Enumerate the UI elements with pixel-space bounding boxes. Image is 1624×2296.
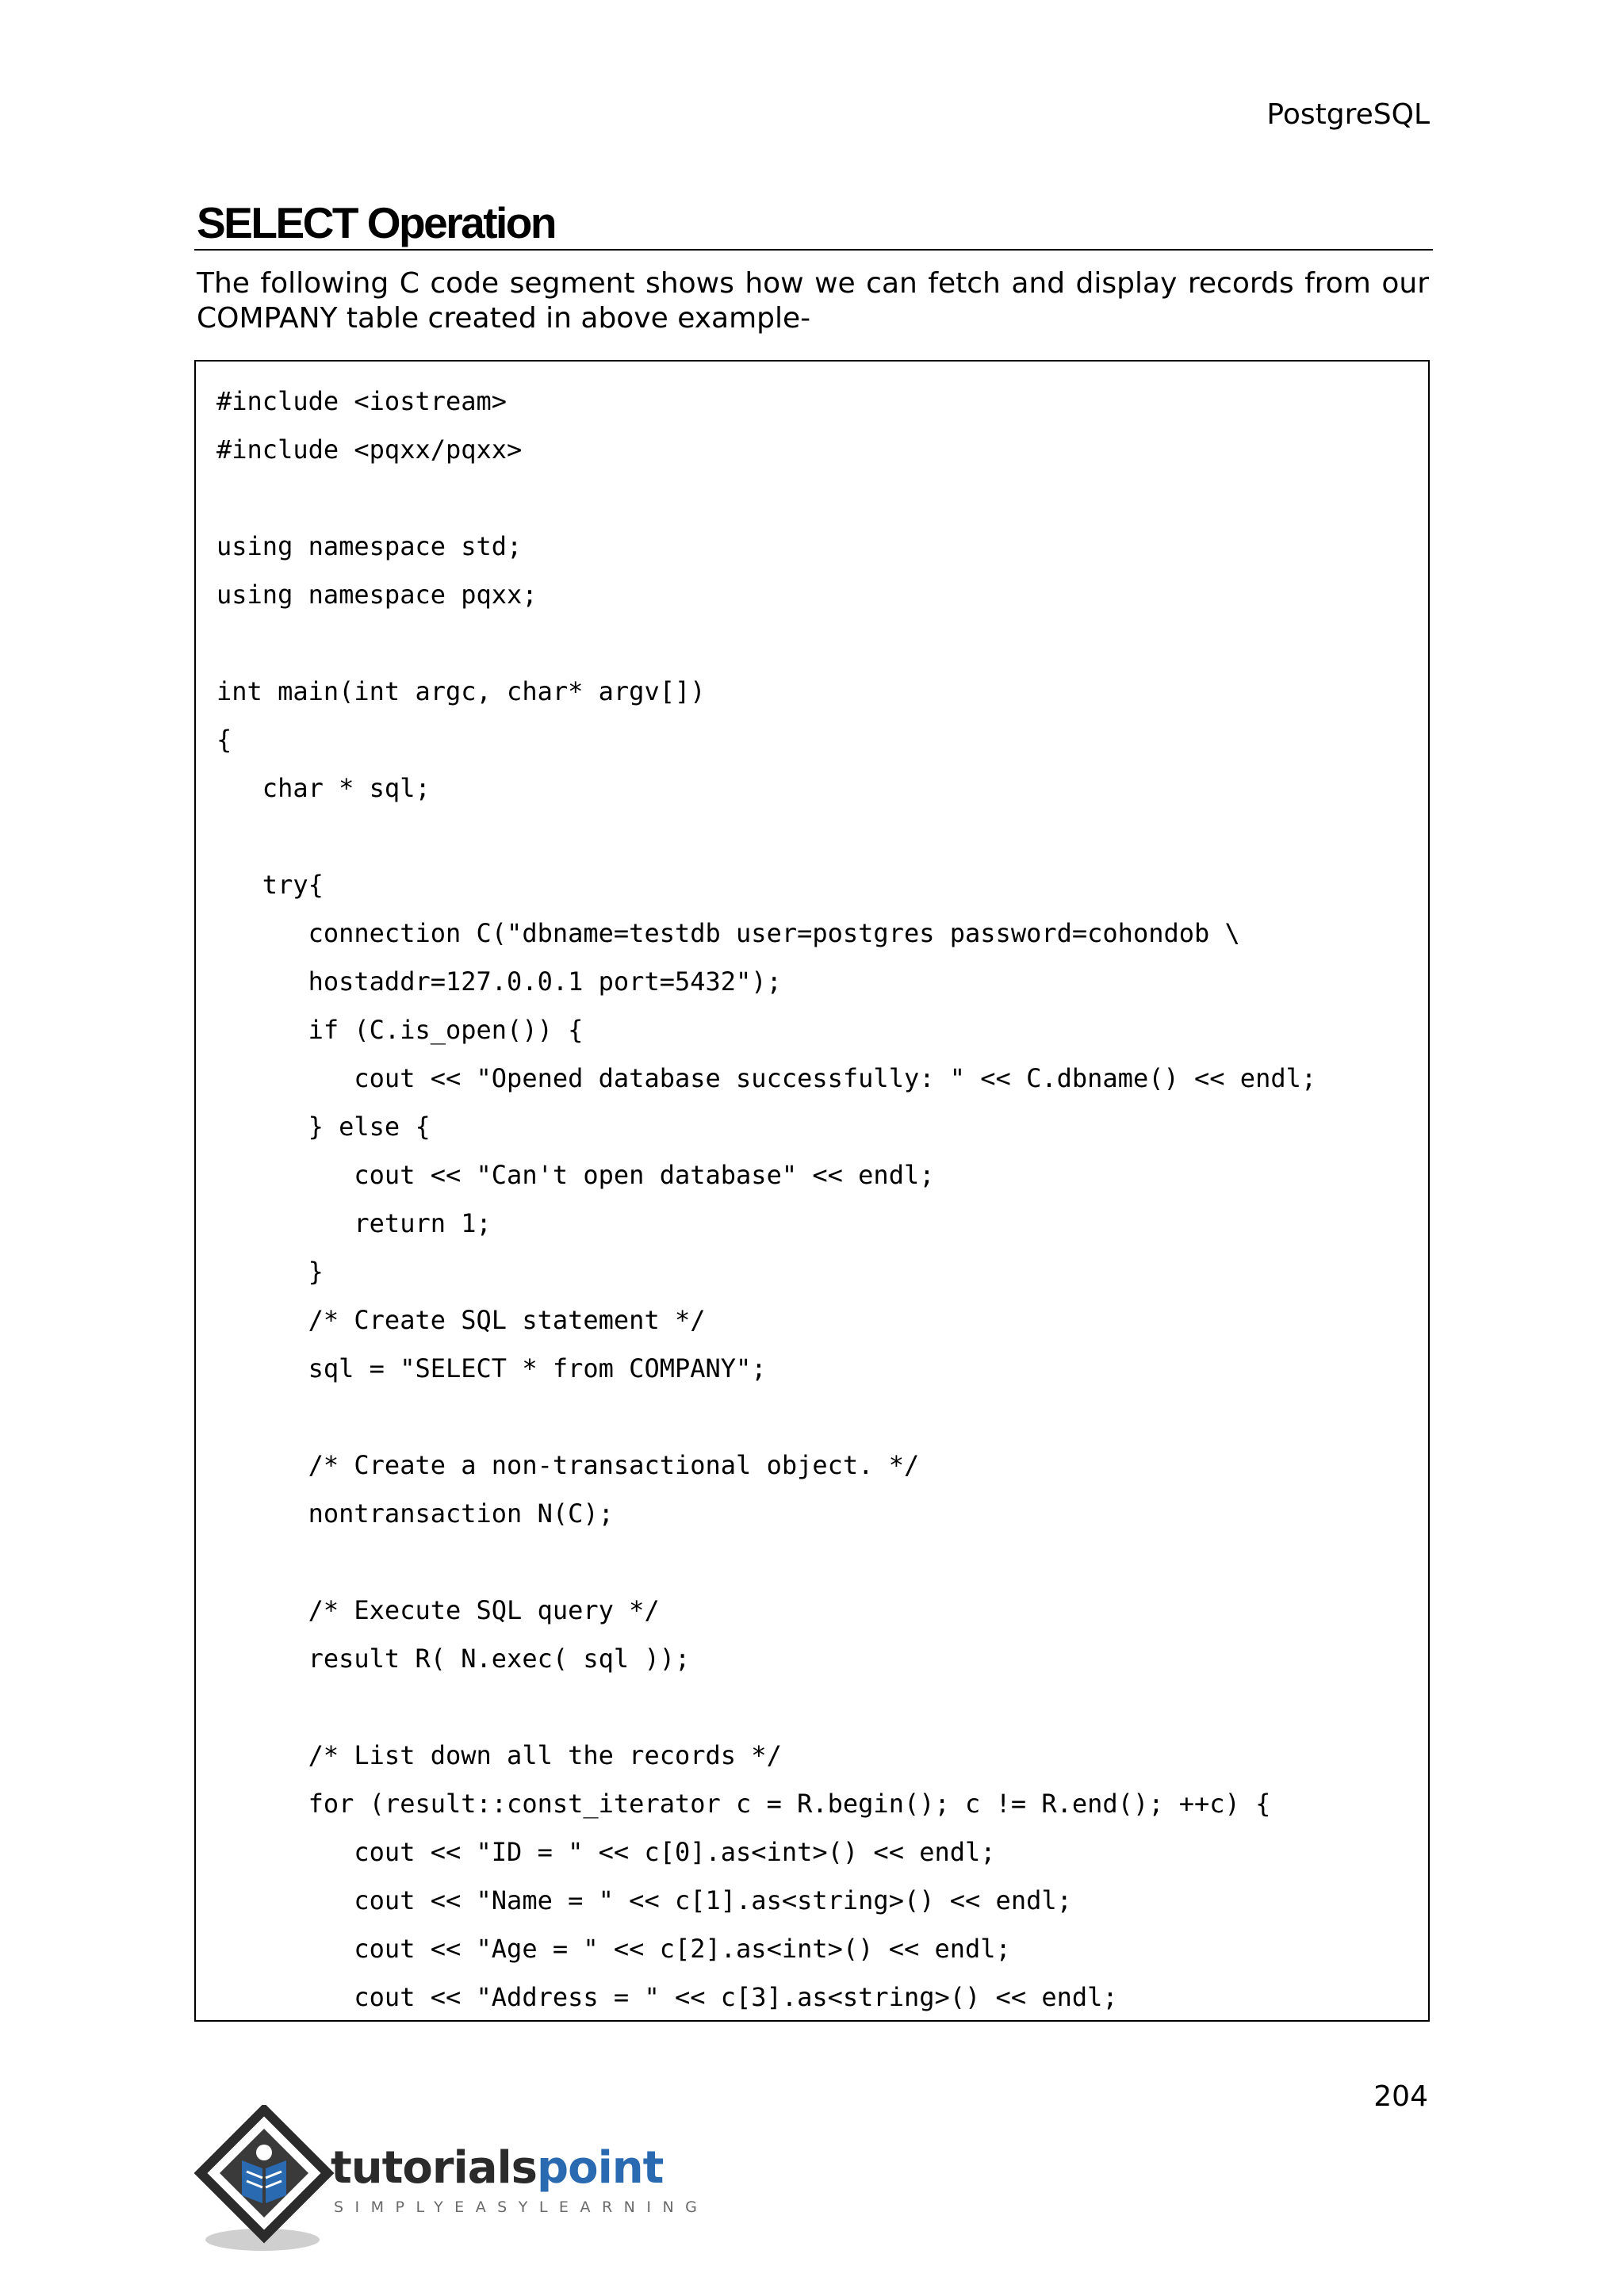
code-line: cout << "Opened database successfully: " << C.dbname() << endl; [216, 1063, 1317, 1093]
code-line: hostaddr=127.0.0.1 port=5432"); [216, 966, 782, 997]
code-line: /* Execute SQL query */ [216, 1595, 660, 1625]
logo-tagline: SIMPLYEASYLEARNING [334, 2198, 709, 2216]
page-number: 204 [1373, 2080, 1428, 2113]
logo-wordmark [331, 2142, 664, 2194]
code-line: cout << "Can't open database" << endl; [216, 1160, 935, 1190]
logo-emblem-icon [194, 2105, 337, 2256]
code-line: cout << "Address = " << c[3].as<string>() << endl; [216, 1982, 1118, 2012]
code-line: cout << "Name = " << c[1].as<string>() << endl; [216, 1885, 1072, 1915]
logo-word-point: point [537, 2142, 664, 2194]
code-line: { [216, 725, 232, 755]
code-line [216, 474, 1420, 522]
code-line [216, 619, 1420, 668]
code-line [216, 1538, 1420, 1586]
code-line [216, 1683, 1420, 1732]
title-underline [194, 249, 1433, 251]
code-block [194, 360, 1430, 2022]
code-line: /* Create SQL statement */ [216, 1305, 706, 1335]
code-line: /* List down all the records */ [216, 1740, 782, 1770]
code-line: for (result::const_iterator c = R.begin(); c != R.end(); ++c) { [216, 1789, 1271, 1819]
code-line: return 1; [216, 1208, 492, 1238]
code-line: int main(int argc, char* argv[]) [216, 676, 706, 706]
code-line: #include <iostream> [216, 386, 508, 416]
code-line: try{ [216, 870, 324, 900]
code-line: using namespace std; [216, 531, 523, 561]
code-line: } else { [216, 1112, 431, 1142]
code-line: } [216, 1257, 324, 1287]
code-line [216, 813, 1420, 861]
code-line: nontransaction N(C); [216, 1498, 614, 1529]
code-line: result R( N.exec( sql )); [216, 1644, 691, 1674]
code-line: connection C("dbname=testdb user=postgres password=cohondob \ [216, 918, 1240, 948]
code-line: cout << "ID = " << c[0].as<int>() << endl; [216, 1837, 996, 1867]
code-line: sql = "SELECT * from COMPANY"; [216, 1353, 767, 1383]
code-line: /* Create a non-transactional object. */ [216, 1450, 920, 1480]
code-lines [216, 377, 1420, 2022]
running-header: PostgreSQL [1266, 98, 1430, 131]
intro-paragraph: The following C code segment shows how we can fetch and display records from our COMPANY table created in above example- [197, 267, 1429, 335]
code-line: cout << "Age = " << c[2].as<int>() << endl; [216, 1934, 1011, 1964]
code-line: #include <pqxx/pqxx> [216, 434, 523, 465]
code-line: using namespace pqxx; [216, 580, 538, 610]
code-line: char * sql; [216, 773, 431, 803]
section-title: SELECT Operation [197, 198, 555, 247]
code-line: if (C.is_open()) { [216, 1015, 584, 1045]
code-line [216, 1393, 1420, 1441]
logo-word-tutorials: tutorials [331, 2142, 538, 2194]
tutorialspoint-logo [194, 2105, 709, 2256]
